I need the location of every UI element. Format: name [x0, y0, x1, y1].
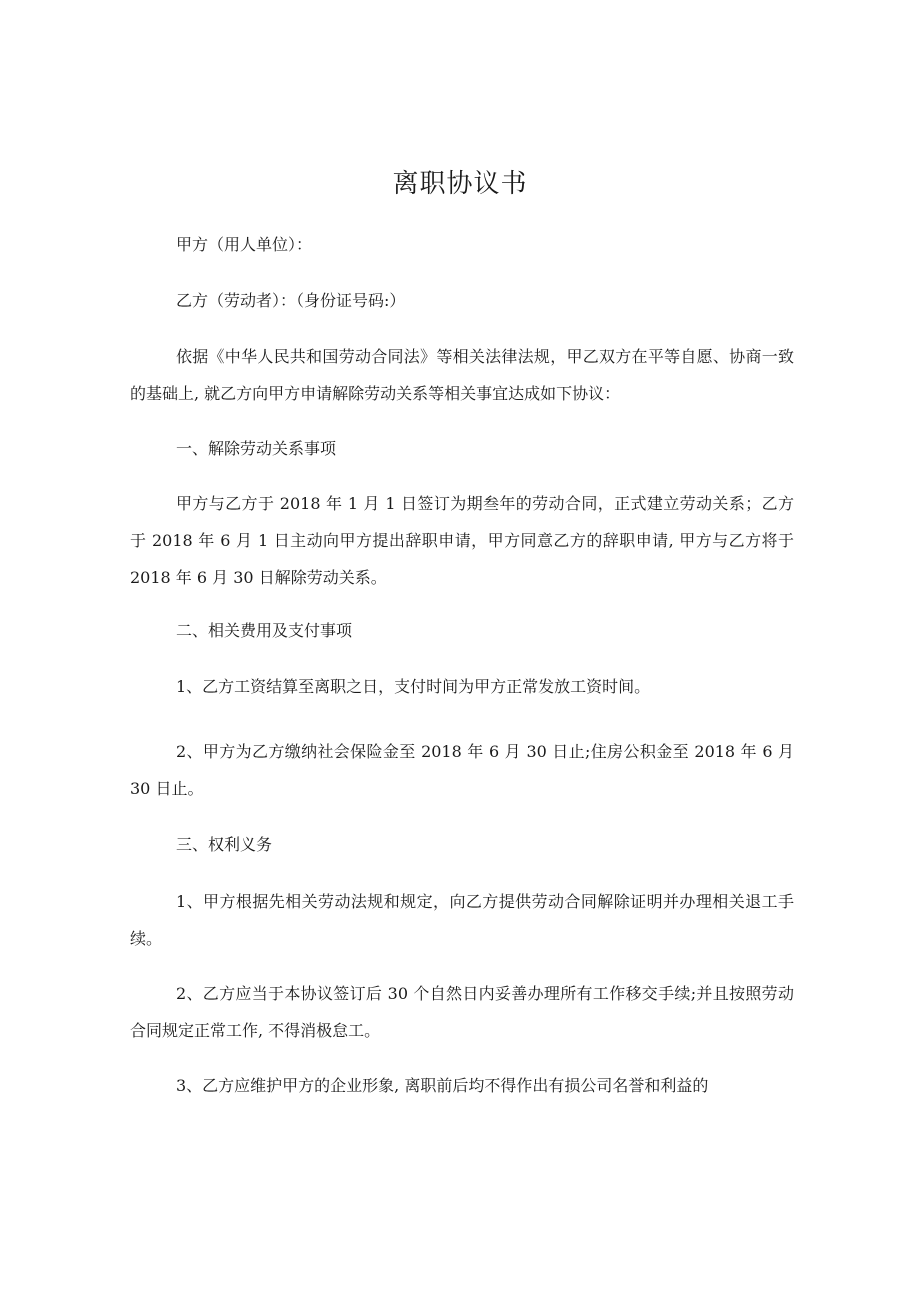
section-1-heading: 一、解除劳动关系事项 [176, 439, 337, 458]
section-2-item-2: 2、甲方为乙方缴纳社会保险金至 2018 年 6 月 30 日止;住房公积金至 2018 年 6 月 30 日止。 [130, 742, 794, 798]
section-1-body: 甲方与乙方于 2018 年 1 月 1 日签订为期叁年的劳动合同，正式建立劳动关系；乙方于 2018 年 6 月 1 日主动向甲方提出辞职申请，甲方同意乙方的辞职申请, 甲方与乙方将于 2018 年 6 月 30 日解除劳动关系。 [130, 494, 794, 587]
section-3-heading: 三、权利义务 [176, 835, 273, 854]
party-a-line: 甲方（用人单位）： [176, 235, 313, 254]
section-3-item-1: 1、甲方根据先相关劳动法规和规定，向乙方提供劳动合同解除证明并办理相关退工手续。 [130, 892, 794, 948]
section-3-item-2: 2、乙方应当于本协议签订后 30 个自然日内妥善办理所有工作移交手续;并且按照劳动合同规定正常工作, 不得消极怠工。 [130, 984, 794, 1040]
section-2-item-1: 1、乙方工资结算至离职之日，支付时间为甲方正常发放工资时间。 [176, 677, 651, 696]
document-title: 离职协议书 [392, 169, 528, 199]
section-2-heading: 二、相关费用及支付事项 [176, 621, 353, 640]
intro-paragraph: 依据《中华人民共和国劳动合同法》等相关法律法规，甲乙双方在平等自愿、协商一致的基础上, 就乙方向甲方申请解除劳动关系等相关事宜达成如下协议： [130, 347, 794, 403]
party-b-line: 乙方（劳动者）：（身份证号码:） [176, 291, 406, 310]
section-3-item-3: 3、乙方应维护甲方的企业形象, 离职前后均不得作出有损公司名誉和利益的 [176, 1076, 709, 1095]
